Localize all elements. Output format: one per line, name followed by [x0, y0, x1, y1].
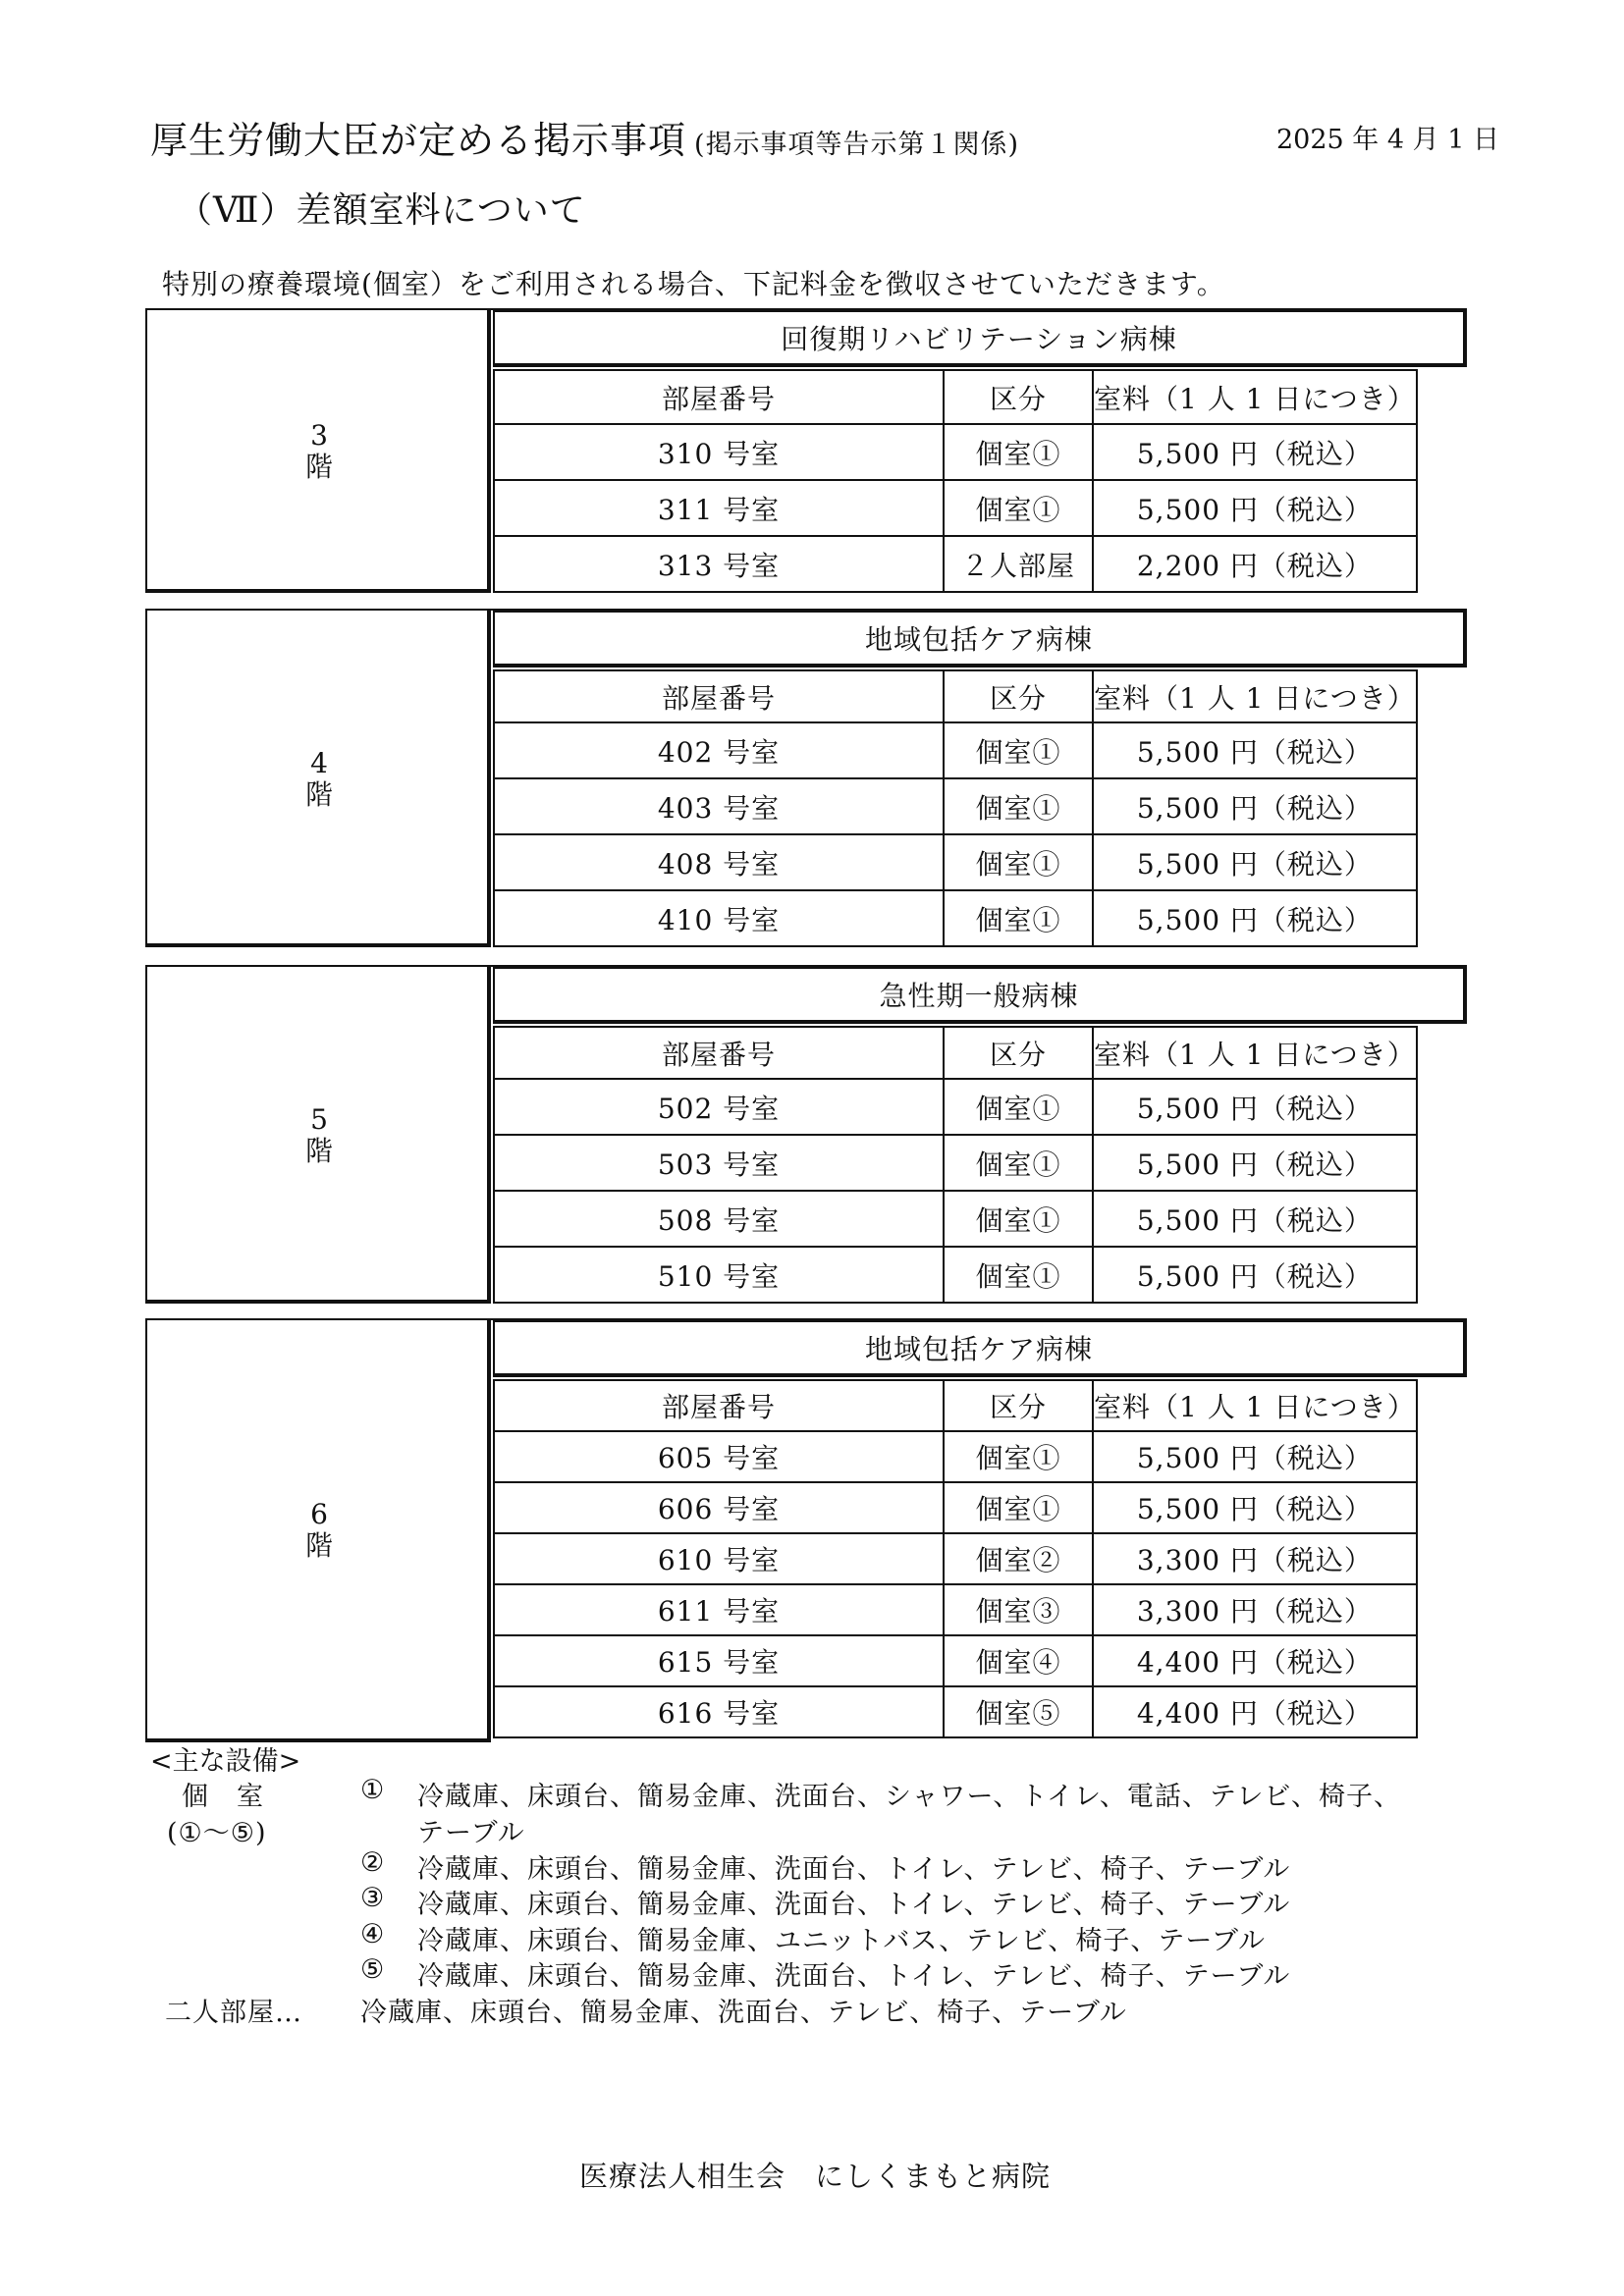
- floor-number: 3: [310, 419, 328, 452]
- room-type: ２人部屋: [944, 536, 1093, 592]
- room-fee: 5,500 円（税込）: [1093, 722, 1417, 778]
- table-row: [494, 1191, 1417, 1247]
- room-table: [493, 1026, 1418, 1304]
- header-type: 区分: [944, 370, 1093, 424]
- floor-number: 4: [310, 747, 328, 779]
- room-table: [493, 669, 1418, 947]
- floor-kai: 階: [304, 451, 333, 483]
- room-number: 606 号室: [494, 1482, 944, 1533]
- double-room-text: 冷蔵庫、床頭台、簡易金庫、洗面台、テレビ、椅子、テーブル: [360, 1998, 1127, 2028]
- room-fee: 5,500 円（税込）: [1093, 1247, 1417, 1303]
- table-row: [494, 834, 1417, 890]
- equipment-mark: ①: [360, 1775, 386, 1805]
- room-number: 605 号室: [494, 1431, 944, 1482]
- page-title: [150, 110, 1019, 164]
- hospital-name: 医療法人相生会 にしくまもと病院: [579, 2160, 1052, 2193]
- room-number: 408 号室: [494, 834, 944, 890]
- equipment-mark: ③: [360, 1883, 386, 1913]
- room-type: 個室①: [944, 1247, 1093, 1303]
- room-type: 個室⑤: [944, 1686, 1093, 1737]
- table-row: [494, 890, 1417, 946]
- table-row: [494, 1247, 1417, 1303]
- room-fee: 2,200 円（税込）: [1093, 536, 1417, 592]
- floor-block-6f: [145, 1318, 1467, 1742]
- table-row: [494, 722, 1417, 778]
- ward-name: 回復期リハビリテーション病棟: [493, 310, 1467, 367]
- room-number: 508 号室: [494, 1191, 944, 1247]
- floor-number: 6: [310, 1498, 328, 1530]
- floor-cell: [147, 611, 491, 947]
- room-number: 610 号室: [494, 1533, 944, 1584]
- floor-block-4f: [145, 609, 1467, 947]
- table-row: [494, 1635, 1417, 1686]
- table-row: [494, 536, 1417, 592]
- floor-cell: [147, 967, 491, 1304]
- double-room-label: 二人部屋…: [165, 1998, 302, 2028]
- header-fee: 室料（1 人 1 日につき）: [1093, 1027, 1417, 1079]
- issue-date: 2025 年 4 月 1 日: [1276, 125, 1499, 155]
- table-row: [494, 1686, 1417, 1737]
- room-number: 402 号室: [494, 722, 944, 778]
- room-table: [493, 1379, 1418, 1738]
- room-type: 個室①: [944, 1191, 1093, 1247]
- header-type: 区分: [944, 670, 1093, 722]
- room-fee: 5,500 円（税込）: [1093, 1079, 1417, 1135]
- room-number: 502 号室: [494, 1079, 944, 1135]
- room-fee: 3,300 円（税込）: [1093, 1533, 1417, 1584]
- floor-number: 5: [310, 1103, 328, 1136]
- header-fee: 室料（1 人 1 日につき）: [1093, 370, 1417, 424]
- room-type: 個室①: [944, 1135, 1093, 1191]
- floor-cell: [147, 310, 491, 593]
- room-number: 503 号室: [494, 1135, 944, 1191]
- table-row: [494, 1431, 1417, 1482]
- room-fee: 5,500 円（税込）: [1093, 1482, 1417, 1533]
- room-number: 313 号室: [494, 536, 944, 592]
- floor-block-3f: [145, 308, 1467, 593]
- equipment-text: 冷蔵庫、床頭台、簡易金庫、洗面台、トイレ、テレビ、椅子、テーブル: [417, 1961, 1291, 1992]
- room-fee: 3,300 円（税込）: [1093, 1584, 1417, 1635]
- intro-text: 特別の療養環境(個室）をご利用される場合、下記料金を徴収させていただきます。: [162, 268, 1225, 300]
- table-row: [494, 1482, 1417, 1533]
- equipment-heading: <主な設備>: [150, 1746, 301, 1777]
- table-header-row: [494, 1027, 1417, 1079]
- floor-cell: [147, 1320, 491, 1742]
- room-type: 個室①: [944, 480, 1093, 536]
- table-row: [494, 1135, 1417, 1191]
- room-type: 個室①: [944, 1079, 1093, 1135]
- room-type: 個室②: [944, 1533, 1093, 1584]
- ward-name: 地域包括ケア病棟: [493, 1320, 1467, 1377]
- room-fee: 5,500 円（税込）: [1093, 778, 1417, 834]
- header-type: 区分: [944, 1027, 1093, 1079]
- private-room-range: (①～⑤): [167, 1818, 267, 1848]
- floor-kai: 階: [304, 778, 333, 811]
- room-number: 410 号室: [494, 890, 944, 946]
- table-header-row: [494, 1380, 1417, 1431]
- table-row: [494, 1079, 1417, 1135]
- section-subtitle: （Ⅶ）差額室料について: [177, 190, 586, 231]
- room-number: 310 号室: [494, 424, 944, 480]
- title-note: (掲示事項等告示第１関係): [694, 130, 1020, 160]
- room-type: 個室③: [944, 1584, 1093, 1635]
- room-number: 403 号室: [494, 778, 944, 834]
- table-header-row: [494, 670, 1417, 722]
- room-type: 個室①: [944, 1482, 1093, 1533]
- room-fee: 5,500 円（税込）: [1093, 834, 1417, 890]
- equipment-text: 冷蔵庫、床頭台、簡易金庫、洗面台、トイレ、テレビ、椅子、テーブル: [417, 1854, 1291, 1885]
- room-fee: 5,500 円（税込）: [1093, 1431, 1417, 1482]
- table-row: [494, 424, 1417, 480]
- header-room: 部屋番号: [494, 370, 944, 424]
- room-table: [493, 369, 1418, 593]
- room-fee: 5,500 円（税込）: [1093, 480, 1417, 536]
- room-type: 個室①: [944, 778, 1093, 834]
- floor-kai: 階: [304, 1135, 333, 1167]
- equipment-text: 冷蔵庫、床頭台、簡易金庫、洗面台、シャワー、トイレ、電話、テレビ、椅子、: [417, 1782, 1402, 1812]
- equipment-mark: ⑤: [360, 1954, 386, 1985]
- table-row: [494, 480, 1417, 536]
- private-room-label: 個 室: [182, 1782, 264, 1812]
- room-type: 個室①: [944, 1431, 1093, 1482]
- room-number: 510 号室: [494, 1247, 944, 1303]
- header-room: 部屋番号: [494, 1027, 944, 1079]
- ward-name: 地域包括ケア病棟: [493, 611, 1467, 667]
- room-number: 616 号室: [494, 1686, 944, 1737]
- floor-kai: 階: [304, 1529, 333, 1562]
- room-number: 311 号室: [494, 480, 944, 536]
- room-fee: 4,400 円（税込）: [1093, 1686, 1417, 1737]
- equipment-text: 冷蔵庫、床頭台、簡易金庫、洗面台、トイレ、テレビ、椅子、テーブル: [417, 1890, 1291, 1920]
- room-type: 個室①: [944, 890, 1093, 946]
- header-room: 部屋番号: [494, 1380, 944, 1431]
- header-fee: 室料（1 人 1 日につき）: [1093, 1380, 1417, 1431]
- header-type: 区分: [944, 1380, 1093, 1431]
- room-fee: 5,500 円（税込）: [1093, 424, 1417, 480]
- room-type: 個室①: [944, 722, 1093, 778]
- table-row: [494, 1533, 1417, 1584]
- equipment-text: 冷蔵庫、床頭台、簡易金庫、ユニットバス、テレビ、椅子、テーブル: [417, 1926, 1266, 1956]
- room-fee: 4,400 円（税込）: [1093, 1635, 1417, 1686]
- room-fee: 5,500 円（税込）: [1093, 1191, 1417, 1247]
- equipment-mark: ④: [360, 1919, 386, 1949]
- header-room: 部屋番号: [494, 670, 944, 722]
- room-fee: 5,500 円（税込）: [1093, 1135, 1417, 1191]
- table-row: [494, 1584, 1417, 1635]
- ward-name: 急性期一般病棟: [493, 967, 1467, 1024]
- room-type: 個室④: [944, 1635, 1093, 1686]
- room-type: 個室①: [944, 424, 1093, 480]
- room-fee: 5,500 円（税込）: [1093, 890, 1417, 946]
- table-row: [494, 778, 1417, 834]
- room-type: 個室①: [944, 834, 1093, 890]
- floor-block-5f: [145, 965, 1467, 1304]
- room-number: 611 号室: [494, 1584, 944, 1635]
- table-header-row: [494, 370, 1417, 424]
- equipment-mark: ②: [360, 1847, 386, 1878]
- header-fee: 室料（1 人 1 日につき）: [1093, 670, 1417, 722]
- equipment-text-cont: テーブル: [417, 1818, 525, 1848]
- room-number: 615 号室: [494, 1635, 944, 1686]
- title-text: 厚生労働大臣が定める掲示事項: [150, 119, 687, 162]
